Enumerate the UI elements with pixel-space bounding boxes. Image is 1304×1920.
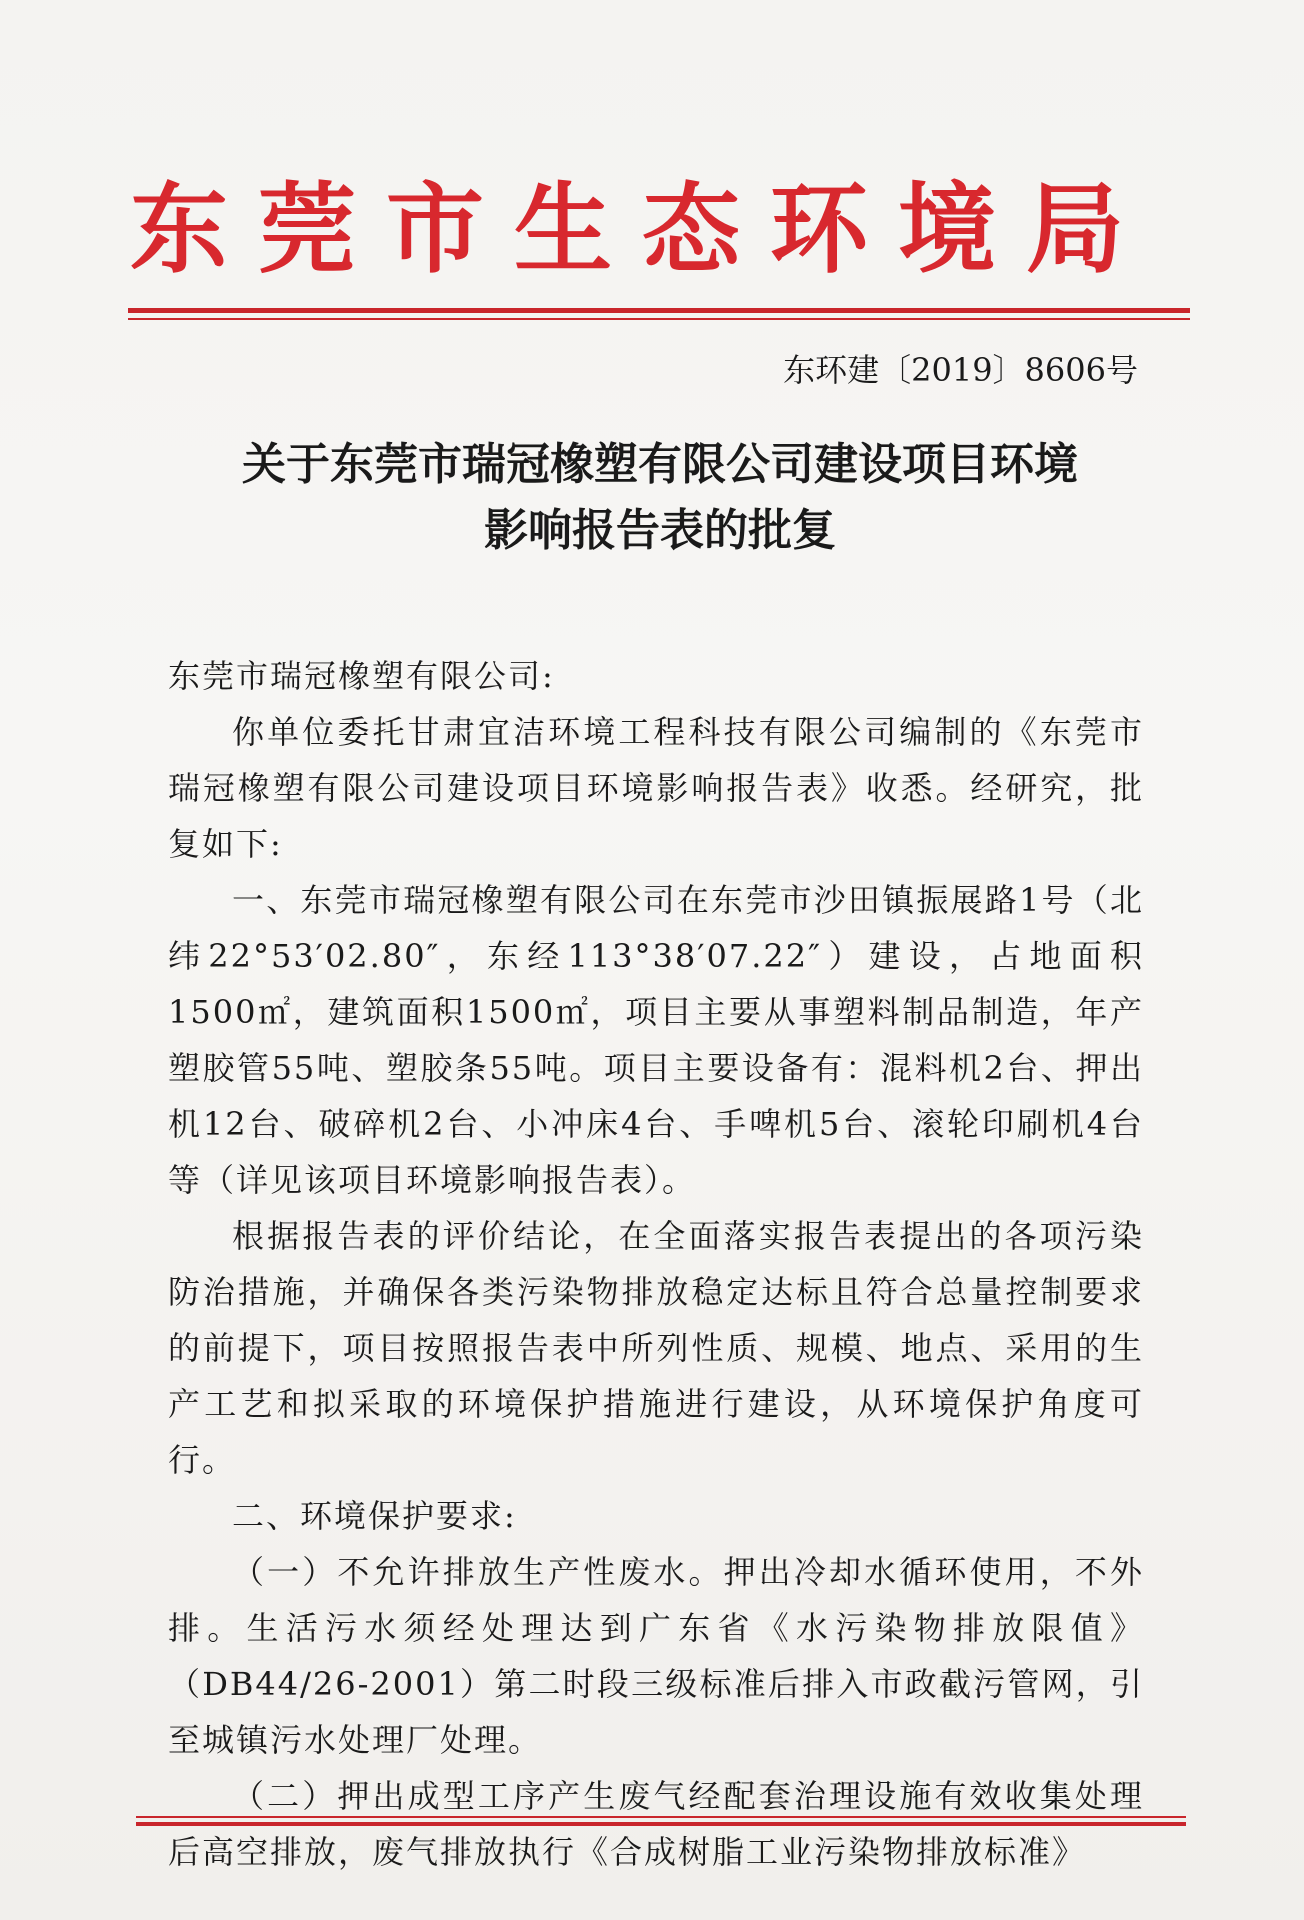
paragraph-requirement-1: （一）不允许排放生产性废水。押出冷却水循环使用，不外排。生活污水须经处理达到广东省《水污染物排放限值》（DB44/26-2001）第二时段三级标准后排入市政截污管网，引至城镇污水处理厂处理。 xyxy=(168,1553,1144,1759)
paragraph-conclusion: 根据报告表的评价结论，在全面落实报告表提出的各项污染防治措施，并确保各类污染物排放稳定达标且符合总量控制要求的前提下，项目按照报告表中所列性质、规模、地点、采用的生产工艺和拟采取的环境保护措施进行建设，从环境保护角度可行。 xyxy=(168,1217,1144,1479)
title-line-1: 关于东莞市瑞冠橡塑有限公司建设项目环境 xyxy=(242,439,1078,490)
footer-red-rule-thin xyxy=(136,1816,1186,1818)
footer-red-rule-thick xyxy=(136,1822,1186,1826)
section-heading-requirements: 二、环境保护要求: xyxy=(232,1497,517,1535)
document-body xyxy=(168,648,1144,1880)
paragraph-project-info: 一、东莞市瑞冠橡塑有限公司在东莞市沙田镇振展路1号（北纬22°53′02.80″，东经113°38′07.22″）建设，占地面积1500㎡，建筑面积1500㎡，项目主要从事塑料制品制造，年产塑胶管55吨、塑胶条55吨。项目主要设备有：混料机2台、押出机12台、破碎机2台、小冲床4台、手啤机5台、滚轮印刷机4台等（详见该项目环境影响报告表）。 xyxy=(168,881,1144,1199)
salutation: 东莞市瑞冠橡塑有限公司: xyxy=(168,657,555,695)
paragraph-intro: 你单位委托甘肃宜洁环境工程科技有限公司编制的《东莞市瑞冠橡塑有限公司建设项目环境影响报告表》收悉。经研究，批复如下: xyxy=(168,713,1144,863)
title-line-2: 影响报告表的批复 xyxy=(484,505,836,556)
letterhead-red-rule-thin xyxy=(128,318,1190,320)
letterhead-red-rule-thick xyxy=(128,308,1190,313)
document-number: 东环建〔2019〕8606号 xyxy=(783,351,1138,389)
paragraph-requirement-2: （二）押出成型工序产生废气经配套治理设施有效收集处理后高空排放，废气排放执行《合成树脂工业污染物排放标准》 xyxy=(168,1777,1144,1871)
agency-letterhead: 东莞市生态环境局 xyxy=(130,173,1155,287)
document-title xyxy=(150,432,1170,564)
